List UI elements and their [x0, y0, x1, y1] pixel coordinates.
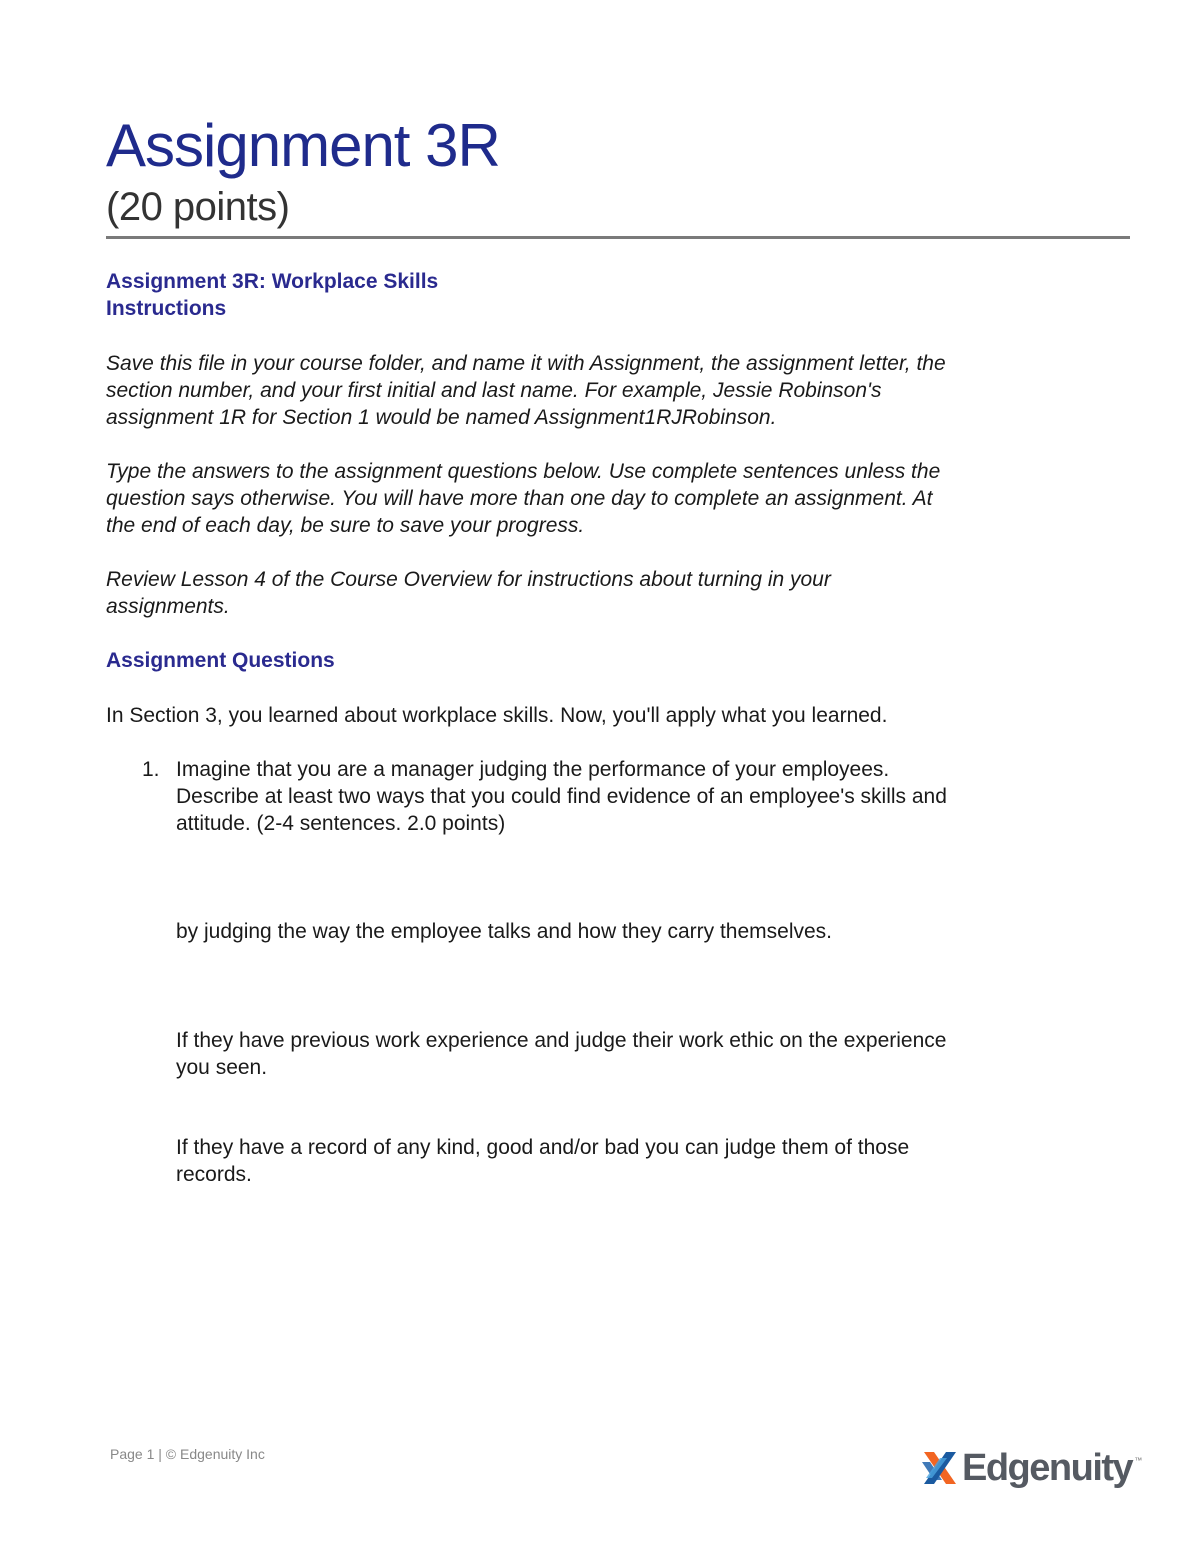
question-line: Imagine that you are a manager judging the performance of your employees.	[176, 758, 890, 781]
edgenuity-x-logo-icon	[920, 1448, 960, 1488]
paragraph-line: the end of each day, be sure to save your progress.	[106, 514, 585, 537]
question-line: attitude. (2-4 sentences. 2.0 points)	[176, 812, 506, 835]
answer-line: If they have a record of any kind, good and/or bad you can judge them of those	[176, 1136, 910, 1159]
paragraph-line: Type the answers to the assignment questions below. Use complete sentences unless the	[106, 460, 941, 483]
paragraph-line: Review Lesson 4 of the Course Overview for instructions about turning in your	[106, 568, 831, 591]
trademark-symbol: ™	[1134, 1456, 1143, 1465]
brand-name: Edgenuity	[962, 1447, 1133, 1489]
questions-intro: In Section 3, you learned about workplace skills. Now, you'll apply what you learned.	[106, 704, 888, 727]
answer-paragraph[interactable]	[176, 1134, 1076, 1188]
paragraph-line: question says otherwise. You will have more than one day to complete an assignment. At	[106, 487, 933, 510]
answer-line: If they have previous work experience and judge their work ethic on the experience	[176, 1029, 947, 1052]
title-divider	[106, 236, 1130, 239]
paragraph-line: section number, and your first initial and last name. For example, Jessie Robinson's	[106, 379, 882, 402]
answer-line: you seen.	[176, 1056, 268, 1079]
answer-paragraph[interactable]	[176, 918, 1076, 945]
edgenuity-logo	[920, 1444, 1142, 1492]
answer-line: records.	[176, 1163, 252, 1186]
section-heading-instructions: Instructions	[106, 297, 227, 320]
answer-line: by judging the way the employee talks and how they carry themselves.	[176, 920, 833, 943]
document-title: Assignment 3R	[106, 112, 500, 179]
answer-paragraph[interactable]	[176, 1027, 1076, 1081]
page-footer: Page 1 | © Edgenuity Inc	[110, 1446, 265, 1462]
section-heading-questions: Assignment Questions	[106, 649, 335, 672]
document-subtitle: (20 points)	[106, 185, 290, 229]
paragraph-line: Save this file in your course folder, and name it with Assignment, the assignment letter, the	[106, 352, 946, 375]
instructions-paragraph-review	[106, 566, 1066, 620]
question-text	[176, 756, 1076, 837]
question-number: 1.	[142, 758, 160, 781]
paragraph-line: assignment 1R for Section 1 would be named Assignment1RJRobinson.	[106, 406, 777, 429]
paragraph-line: assignments.	[106, 595, 230, 618]
instructions-paragraph-type	[106, 458, 1066, 539]
instructions-paragraph-save	[106, 350, 1066, 431]
question-line: Describe at least two ways that you could find evidence of an employee's skills and	[176, 785, 947, 808]
section-heading-workplace-skills: Assignment 3R: Workplace Skills	[106, 270, 439, 293]
